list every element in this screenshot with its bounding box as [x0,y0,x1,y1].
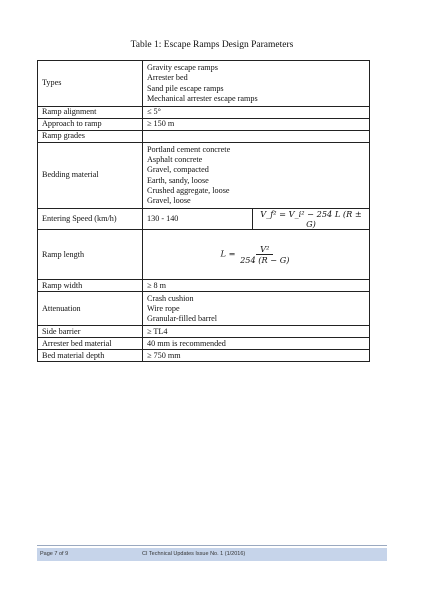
table-row [38,209,370,230]
attenuation-values [143,292,370,326]
document-title: CI Technical Updates Issue No. 1 (1/2016) [142,551,246,557]
page-footer [37,548,387,561]
row-value: ≤ 5° [143,107,370,119]
table-row [38,292,370,326]
table-row [38,61,370,107]
list-item: Arrester bed [147,73,188,83]
row-value: ≥ TL4 [143,326,370,338]
table-row [38,350,370,362]
row-value: 40 mm is recommended [143,338,370,350]
table-row [38,131,370,143]
types-values [143,61,370,107]
row-value: 130 - 140 [143,209,253,230]
table-row [38,338,370,350]
row-label: Types [38,61,143,107]
row-label: Approach to ramp [38,119,143,131]
table-row [38,326,370,338]
formula-denominator: 254 (R − G) [240,255,290,266]
list-item: Granular-filled barrel [147,314,218,323]
row-value: ≥ 750 mm [143,350,370,362]
row-label: Attenuation [38,292,143,326]
row-label: Bedding material [38,143,143,209]
table-row [38,280,370,292]
list-item: Mechanical arrester escape ramps [147,93,258,103]
list-item: Wire rope [147,303,180,313]
list-item: Crash cushion [147,293,194,303]
page-number: Page 7 of 9 [40,551,69,557]
list-item: Portland cement concrete [147,144,231,154]
bedding-values [143,143,370,209]
list-item: Gravel, loose [147,195,191,205]
row-label: Ramp alignment [38,107,143,119]
row-label: Ramp length [38,230,143,280]
row-label: Ramp grades [38,131,143,143]
footer-divider [37,545,387,546]
row-value: ≥ 8 m [143,280,370,292]
row-label: Entering Speed (km/h) [38,209,143,230]
list-item: Earth, sandy, loose [147,175,209,185]
list-item: Crushed aggregate, loose [147,185,230,195]
row-value: ≥ 150 m [143,119,370,131]
table-row [38,119,370,131]
ramp-length-formula [143,230,370,280]
row-label: Arrester bed material [38,338,143,350]
list-item: Gravity escape ramps [147,63,218,73]
formula-fraction [238,244,291,265]
formula-numerator: V² [256,244,273,255]
row-value [143,131,370,143]
table-row [38,143,370,209]
row-label: Bed material depth [38,350,143,362]
speed-formula: V_f² = V_i² − 254 L (R ± G) [253,209,370,230]
row-label: Ramp width [38,280,143,292]
row-label: Side barrier [38,326,143,338]
list-item: Asphalt concrete [147,155,203,165]
table-row [38,230,370,280]
list-item: Sand pile escape ramps [147,83,224,93]
table-caption: Table 1: Escape Ramps Design Parameters [130,40,294,50]
design-parameters-table [37,60,370,362]
table-row [38,107,370,119]
formula-lhs: L = [220,248,236,259]
list-item: Gravel, compacted [147,165,209,175]
